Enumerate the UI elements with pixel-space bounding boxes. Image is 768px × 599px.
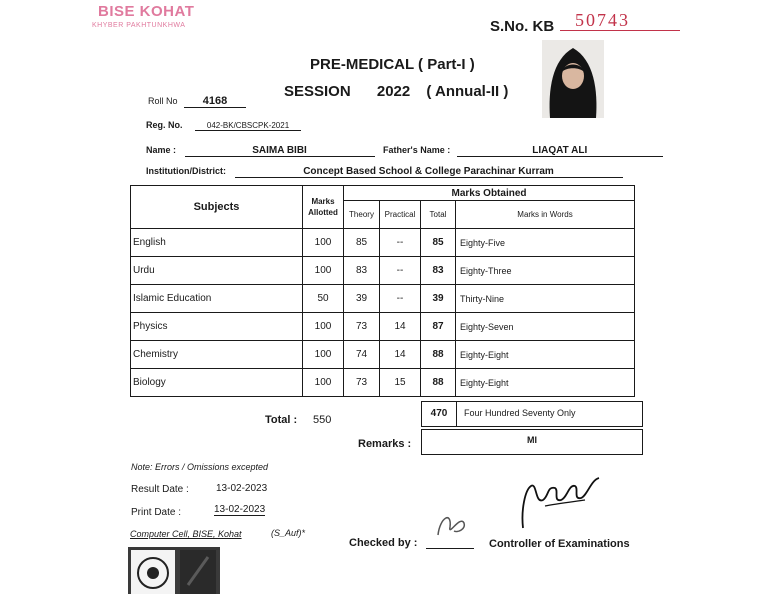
seal-icon [128, 547, 220, 594]
marks-obtained-header: Marks Obtained [344, 186, 635, 201]
controller-signature-icon [515, 470, 615, 530]
session-year: 2022 [376, 83, 411, 100]
subject-cell: Islamic Education [131, 285, 303, 313]
total-cell: 88 [421, 369, 456, 397]
practical-cell: -- [380, 257, 421, 285]
table-row [131, 313, 635, 341]
total-label: Total : [265, 414, 298, 426]
total-obtained-box [421, 401, 643, 427]
session-line [284, 83, 508, 100]
theory-cell: 83 [344, 257, 380, 285]
theory-cell: 85 [344, 229, 380, 257]
computer-cell-label: Computer Cell, BISE, Kohat [130, 529, 242, 539]
theory-cell: 73 [344, 369, 380, 397]
serial-number-value: 50743 [575, 10, 630, 30]
subject-cell: Chemistry [131, 341, 303, 369]
allotted-cell: 100 [303, 257, 344, 285]
father-name-label: Father's Name : [383, 145, 451, 155]
subjects-header: Subjects [131, 186, 303, 229]
roll-number-value: 4168 [184, 95, 246, 108]
allotted-cell: 100 [303, 313, 344, 341]
practical-cell: 14 [380, 341, 421, 369]
total-obtained-value: 470 [422, 402, 457, 426]
table-row [131, 341, 635, 369]
remarks-box [421, 429, 643, 455]
registration-row [146, 120, 301, 131]
marks-table [130, 185, 635, 397]
theory-cell: 74 [344, 341, 380, 369]
controller-signature [515, 470, 615, 530]
roll-number-label: Roll No [148, 96, 178, 106]
serial-underline [560, 30, 680, 31]
name-label: Name : [146, 145, 177, 155]
serial-number-label: S.No. KB [490, 18, 555, 35]
board-logo: BISE KOHAT [98, 3, 195, 20]
total-in-words: Four Hundred Seventy Only [464, 408, 576, 418]
total-cell: 87 [421, 313, 456, 341]
subject-cell: English [131, 229, 303, 257]
institution-value: Concept Based School & College Parachinar Kurram [235, 166, 623, 178]
words-cell: Eighty-Eight [456, 341, 635, 369]
words-cell: Thirty-Nine [456, 285, 635, 313]
total-header: Total [421, 201, 456, 229]
checker-signature-icon [430, 505, 474, 545]
theory-cell: 39 [344, 285, 380, 313]
allotted-cell: 50 [303, 285, 344, 313]
practical-cell: 14 [380, 313, 421, 341]
total-cell: 85 [421, 229, 456, 257]
total-cell: 39 [421, 285, 456, 313]
allotted-cell: 100 [303, 229, 344, 257]
checked-by-label: Checked by : [349, 537, 418, 549]
checker-initials [430, 505, 474, 545]
session-label: SESSION [284, 83, 351, 100]
result-date-value: 13-02-2023 [216, 483, 268, 494]
words-header: Marks in Words [456, 201, 635, 229]
name-value: SAIMA BIBI [185, 145, 375, 157]
marks-allotted-header: Marks Allotted [303, 186, 344, 229]
institution-label: Institution/District: [146, 166, 226, 176]
errors-note: Note: Errors / Omissions excepted [131, 462, 269, 472]
print-date-value [214, 504, 265, 516]
result-date-label: Result Date : [131, 484, 189, 495]
roll-number-row [148, 95, 246, 108]
allotted-cell: 100 [303, 341, 344, 369]
allotted-cell: 100 [303, 369, 344, 397]
total-allotted-value: 550 [313, 414, 332, 426]
practical-cell: 15 [380, 369, 421, 397]
student-photo-image [542, 40, 604, 118]
practical-cell: -- [380, 229, 421, 257]
father-name-value: LIAQAT ALI [457, 145, 663, 157]
practical-header: Practical [380, 201, 421, 229]
practical-cell: -- [380, 285, 421, 313]
subject-cell: Physics [131, 313, 303, 341]
name-row [146, 145, 663, 157]
print-date-label: Print Date : [131, 507, 182, 518]
print-date-text: 13-02-2023 [214, 504, 266, 515]
words-cell: Eighty-Seven [456, 313, 635, 341]
theory-header: Theory [344, 201, 380, 229]
table-row [131, 369, 635, 397]
official-seal [128, 547, 220, 594]
exam-title: PRE-MEDICAL ( Part-I ) [310, 56, 475, 73]
computer-cell-mark: (S_Auf)* [271, 528, 306, 538]
registration-label: Reg. No. [146, 120, 183, 130]
table-header-row [131, 186, 635, 201]
student-photo [542, 40, 604, 118]
total-cell: 88 [421, 341, 456, 369]
table-row [131, 257, 635, 285]
remarks-label: Remarks : [358, 438, 412, 450]
words-cell: Eighty-Five [456, 229, 635, 257]
table-row [131, 229, 635, 257]
subject-cell: Urdu [131, 257, 303, 285]
remarks-value: MI [527, 435, 537, 445]
words-cell: Eighty-Eight [456, 369, 635, 397]
table-row [131, 285, 635, 313]
board-logo-subtitle: KHYBER PAKHTUNKHWA [92, 22, 186, 29]
total-cell: 83 [421, 257, 456, 285]
words-cell: Eighty-Three [456, 257, 635, 285]
registration-value: 042-BK/CBSCPK-2021 [195, 121, 301, 131]
checked-by-line [426, 548, 474, 549]
institution-row [146, 166, 623, 178]
subject-cell: Biology [131, 369, 303, 397]
session-type: ( Annual-II ) [426, 83, 509, 100]
controller-label: Controller of Examinations [489, 538, 630, 550]
theory-cell: 73 [344, 313, 380, 341]
